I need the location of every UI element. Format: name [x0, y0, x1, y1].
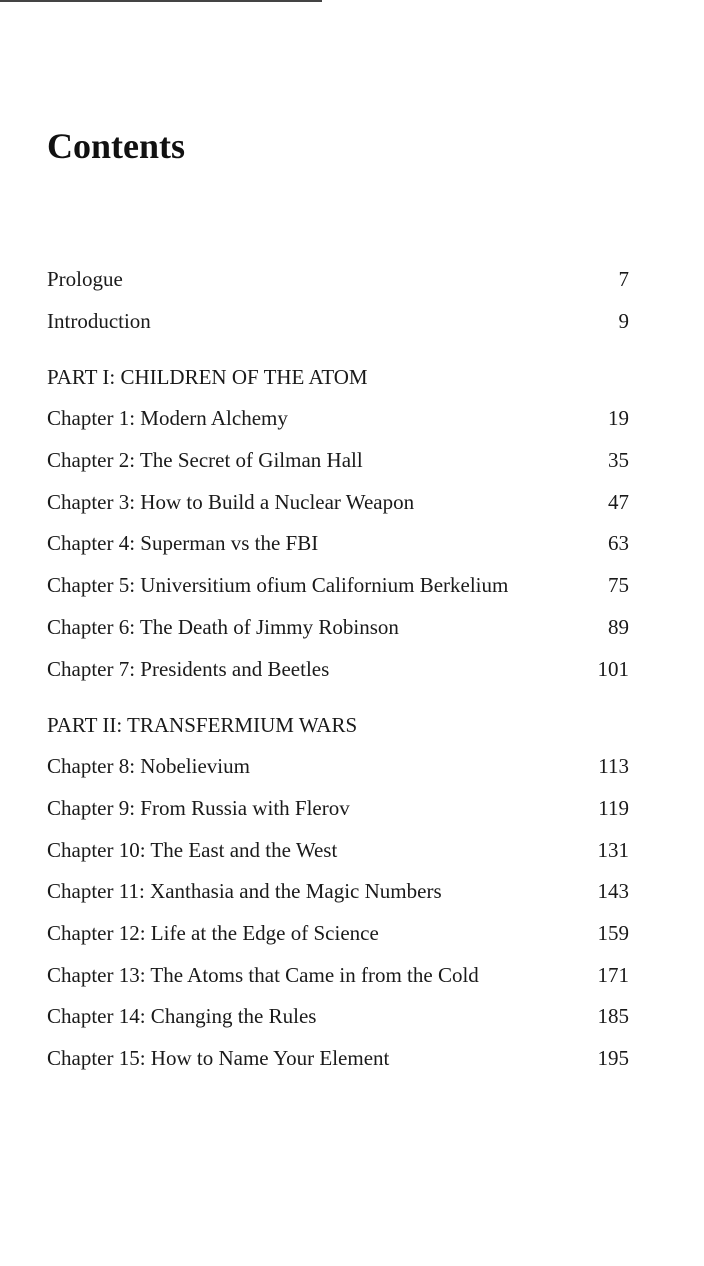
- toc-entry-chapter-9: [47, 788, 629, 830]
- toc-entry-page: 195: [597, 1046, 629, 1070]
- toc-entry-label: Chapter 6: The Death of Jimmy Robinson: [47, 614, 399, 639]
- toc-entry-chapter-12: [47, 913, 629, 955]
- toc-entry-chapter-3: [47, 482, 629, 524]
- toc-entry-chapter-8: [47, 746, 629, 788]
- toc-entry-chapter-4: [47, 523, 629, 565]
- part-1-chapter-list: [47, 398, 629, 690]
- toc-entry-page: 35: [608, 448, 629, 473]
- part-2-chapter-list: [47, 746, 629, 1080]
- toc-entry-page: 89: [608, 614, 629, 639]
- toc-entry-page: 9: [618, 308, 629, 333]
- toc-entry-label: Chapter 7: Presidents and Beetles: [47, 656, 330, 681]
- toc-entry-label: Chapter 14: Changing the Rules: [47, 1004, 317, 1029]
- toc-entry-chapter-2: [47, 440, 629, 482]
- toc-entry-label: Chapter 4: Superman vs the FBI: [47, 531, 319, 556]
- toc-entry-page: 101: [597, 656, 629, 681]
- page-title: Contents: [47, 126, 186, 166]
- toc-entry-page: 171: [597, 962, 629, 987]
- toc-entry-page: 7: [618, 267, 629, 291]
- toc-entry-label: Chapter 10: The East and the West: [47, 837, 338, 862]
- toc-entry-page: 75: [608, 573, 629, 598]
- toc-entry-label: Introduction: [47, 308, 151, 333]
- part-heading-1: PART I: CHILDREN OF THE ATOM: [47, 365, 368, 390]
- toc-entry-chapter-10: [47, 830, 629, 872]
- toc-entry-label: Chapter 15: How to Name Your Element: [47, 1046, 390, 1070]
- toc-entry-label: Chapter 2: The Secret of Gilman Hall: [47, 448, 363, 473]
- toc-entry-label: Prologue: [47, 267, 123, 291]
- toc-entry-label: Chapter 8: Nobelievium: [47, 754, 250, 779]
- toc-entry-label: Chapter 12: Life at the Edge of Science: [47, 920, 379, 945]
- toc-entry-chapter-6: [47, 607, 629, 649]
- toc-entry-label: Chapter 13: The Atoms that Came in from the Cold: [47, 962, 479, 987]
- toc-entry-chapter-5: [47, 565, 629, 607]
- toc-entry-chapter-15: [47, 1038, 629, 1080]
- toc-entry-chapter-11: [47, 871, 629, 913]
- toc-entry-page: 131: [597, 837, 629, 862]
- toc-entry-label: Chapter 11: Xanthasia and the Magic Numbers: [47, 879, 442, 904]
- toc-entry-chapter-13: [47, 955, 629, 997]
- front-matter-list: [47, 259, 629, 342]
- toc-entry-page: 119: [598, 795, 629, 820]
- toc-entry-chapter-7: [47, 649, 629, 691]
- toc-entry-page: 143: [597, 879, 629, 904]
- toc-entry-introduction: [47, 301, 629, 343]
- toc-entry-page: 47: [608, 489, 629, 514]
- part-heading-2: PART II: TRANSFERMIUM WARS: [47, 713, 358, 738]
- toc-entry-label: Chapter 1: Modern Alchemy: [47, 406, 288, 431]
- toc-entry-label: Chapter 5: Universitium ofium Californium Berkelium: [47, 573, 509, 598]
- toc-entry-page: 113: [598, 754, 629, 779]
- toc-entry-page: 185: [597, 1004, 629, 1029]
- toc-entry-label: Chapter 3: How to Build a Nuclear Weapon: [47, 489, 415, 514]
- toc-entry-page: 159: [597, 920, 629, 945]
- toc-entry-chapter-1: [47, 398, 629, 440]
- toc-entry-page: 63: [608, 531, 629, 556]
- toc-entry-prologue: [47, 259, 629, 301]
- top-rule: [0, 0, 322, 2]
- table-of-contents: [47, 259, 629, 1080]
- toc-entry-label: Chapter 9: From Russia with Flerov: [47, 795, 350, 820]
- toc-entry-chapter-14: [47, 996, 629, 1038]
- toc-entry-page: 19: [608, 406, 629, 431]
